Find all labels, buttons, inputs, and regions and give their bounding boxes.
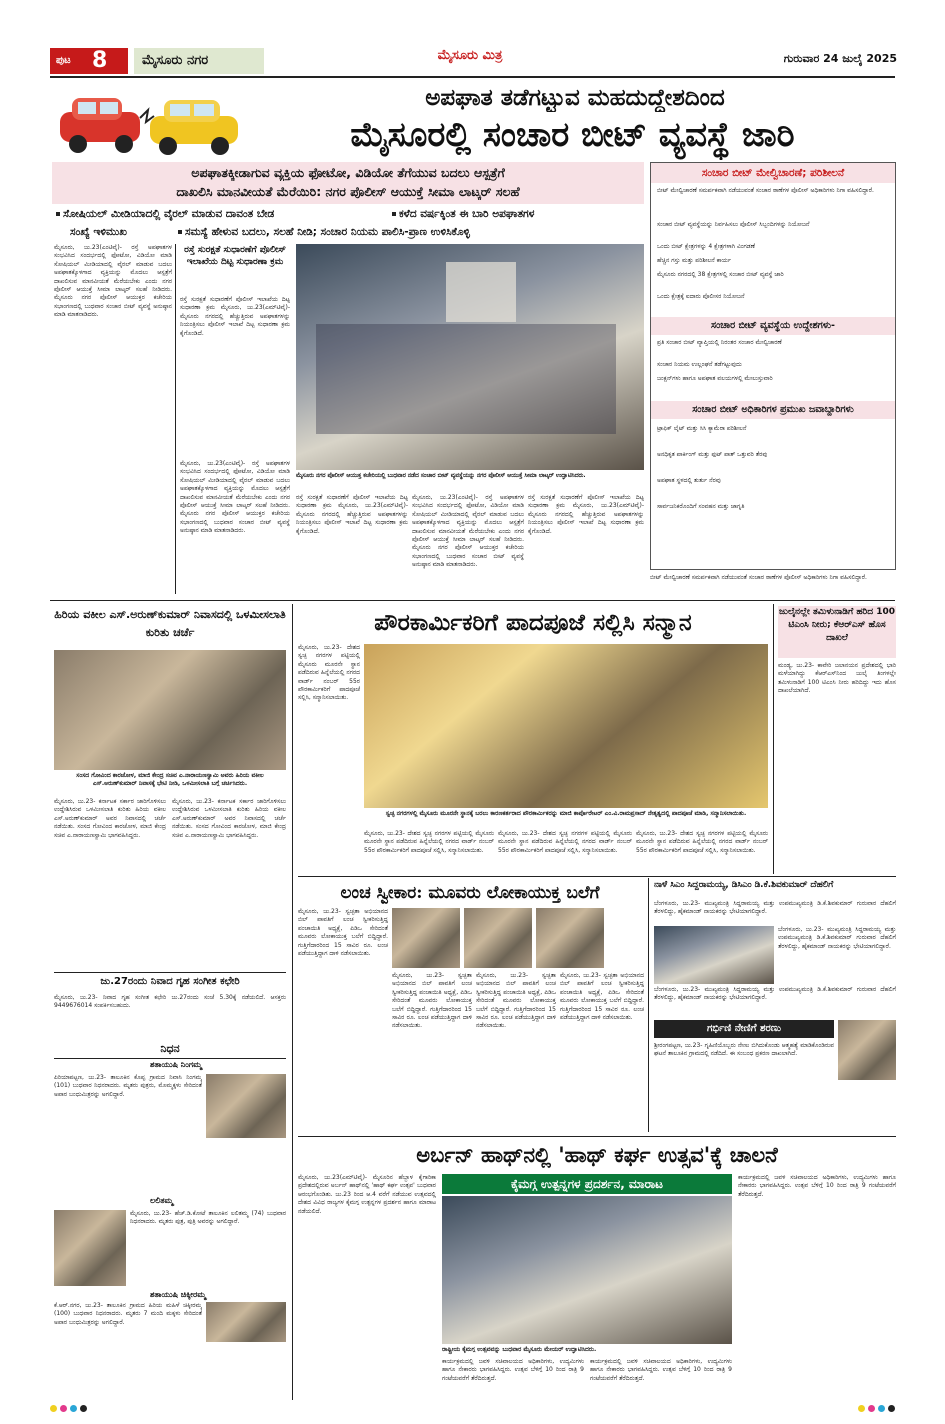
music-headline: ಜು.27ರಂದು ನಿವಾದ ಗೃಹ ಸಂಗೀತ ಕಛೇರಿ bbox=[100, 976, 240, 987]
lead-photo-caption: ಮೈಸೂರು ನಗರ ಪೊಲೀಸ್ ಆಯುಕ್ತ ಕಚೇರಿಯಲ್ಲಿ ಬುಧವಾರ ನಡೆದ ಸಂಚಾರ ಬೀಟ್ ವ್ಯವಸ್ಥೆಯನ್ನು ನಗರ ಪೊಲೀಸ್ ಆಯುಕ್ತೆ ಸೀಮಾ ಲಾಟ್ಕರ್ ಉದ್ಘಾಟಿಸಿದರು. bbox=[296, 473, 586, 479]
beat-duty: ಟ್ರಾಫಿಕ್ ಲೈಟ್ ಮತ್ತು ಸಿಸಿ ಕ್ಯಾಮೆರಾ ಪರಿಶೀಲನೆ bbox=[657, 425, 747, 432]
banner-in-photo bbox=[446, 262, 516, 322]
obit-photo bbox=[54, 1210, 126, 1286]
beat-objective: ಜಂಕ್ಷನ್‌ಗಳು ಹಾಗೂ ಅಪಘಾತ ವಲಯಗಳಲ್ಲಿ ಮೇಲುಸ್ತುವಾರಿ bbox=[657, 375, 773, 382]
poura-headline: ಪೌರಕಾರ್ಮಿಕರಿಗೆ ಪಾದಪೂಜೆ ಸಲ್ಲಿಸಿ ಸನ್ಮಾನ bbox=[374, 609, 692, 636]
beat-item: ಒಂದು ಕ್ಷೇತ್ರಕ್ಕೆ ಐದಾರು ಪೊಲೀಸರ ನಿಯೋಜನೆ bbox=[657, 293, 745, 300]
haat-body-col1: ಮೈಸೂರು, ಜು.23(ಎಮ್‌ಟಿವೈ)- ಮೈಸೂರಿನ ಹೆಬ್ಬಾಳ ಕೈಗಾರಿಕಾ ಪ್ರದೇಶದಲ್ಲಿರುವ ಅರ್ಬನ್ ಹಾಥ್‌ನಲ್ಲಿ 'ಹಾಥ್ ಕರ್ಘ ಉತ್ಸವ' ಬುಧವಾರ ಆರಂಭಗೊಂಡಿತು. ಜು.23 ರಿಂದ ಆ.4 ವರೆಗೆ ನಡೆಯುವ ಉತ್ಸವದಲ್ಲಿ ದೇಶದ ವಿವಿಧ ರಾಜ್ಯಗಳ ಕೈಮಗ್ಗ ಉತ್ಪನ್ನಗಳ ಪ್ರದರ್ಶನ ಹಾಗೂ ಮಾರಾಟ ನಡೆಯಲಿದೆ. bbox=[298, 1174, 436, 1215]
registration-dot bbox=[80, 1405, 87, 1412]
accused-photo bbox=[464, 908, 532, 968]
arun-headline: ಹಿರಿಯ ವಕೀಲ ಎಸ್.ಅರುಣ್‌ಕುಮಾರ್ ನಿವಾಸದಲ್ಲಿ ಒಳಮೀಸಲಾತಿ ಕುರಿತು ಚರ್ಚೆ bbox=[54, 608, 286, 639]
cm-photo bbox=[654, 926, 774, 984]
jala-body: ಮಂಡ್ಯ, ಜು.23- ಕಾವೇರಿ ಜಲಾನಯನ ಪ್ರದೇಶದಲ್ಲಿ ಭಾರಿ ಮಳೆಯಾಗಿದ್ದು ಕೆಆರ್‌ಎಸ್‌ನಿಂದ ಜುಲೈ ತಿಂಗಳಲ್ಲೇ ತಮಿಳುನಾಡಿಗೆ 100 ಟಿಎಂಸಿ ನೀರು ಹರಿದಿದ್ದು ಇದು ಹೊಸ ದಾಖಲೆಯಾಗಿದೆ. bbox=[778, 662, 896, 695]
beat-duties-title: ಸಂಚಾರ ಬೀಟ್ ಅಧಿಕಾರಿಗಳ ಪ್ರಮುಖ ಜವಾಬ್ದಾರಿಗಳು bbox=[651, 401, 895, 419]
bullet-icon bbox=[56, 212, 60, 216]
lead-bullet-1-text: ಸೋಷಿಯಲ್ ಮೀಡಿಯಾದಲ್ಲಿ ವೈರಲ್ ಮಾಡುವ ದಾವಂತ ಬೇಡ bbox=[63, 208, 275, 220]
beat-duty: ಸಾರ್ವಜನಿಕರೊಂದಿಗೆ ಸಂವಹನ ಮತ್ತು ಜಾಗೃತಿ bbox=[657, 503, 745, 510]
lead-bullet-2-text: ಕಳೆದ ವರ್ಷಕ್ಕಿಂತ ಈ ಬಾರಿ ಅಪಘಾತಗಳ bbox=[399, 208, 535, 220]
obit-title: ನಿಧನ bbox=[160, 1042, 180, 1055]
arun-photo bbox=[54, 650, 286, 770]
people-in-photo bbox=[316, 324, 616, 434]
column-divider bbox=[773, 604, 774, 874]
lead-body-col3: ರಸ್ತೆ ಸುರಕ್ಷತೆ ಸುಧಾರಣೆಗೆ ಪೊಲೀಸ್ ಇಲಾಖೆಯ ದಿಟ್ಟ ಸುಧಾರಣಾ ಕ್ರಮ ಮೈಸೂರು, ಜು.23(ಎಮ್‌ಟಿವೈ)- ಮೈಸೂರು ನಗರದಲ್ಲಿ ಹೆಚ್ಚುತ್ತಿರುವ ಅಪಘಾತಗಳನ್ನು ನಿಯಂತ್ರಿಸಲು ಪೊಲೀಸ್ ಇಲಾಖೆ ದಿಟ್ಟ ಸುಧಾರಣಾ ಕ್ರಮ ಕೈಗೊಂಡಿದೆ. bbox=[296, 494, 408, 535]
cm-body: ಬೆಂಗಳೂರು, ಜು.23- ಮುಖ್ಯಮಂತ್ರಿ ಸಿದ್ದರಾಮಯ್ಯ ಮತ್ತು ಉಪಮುಖ್ಯಮಂತ್ರಿ ಡಿ.ಕೆ.ಶಿವಕುಮಾರ್ ಗುರುವಾರ ದೆಹಲಿಗೆ ತೆರಳಲಿದ್ದು, ಹೈಕಮಾಂಡ್ ನಾಯಕರನ್ನು ಭೇಟಿಯಾಗಲಿದ್ದಾರೆ. bbox=[654, 900, 896, 916]
masthead-rule bbox=[50, 76, 895, 78]
lead-bullet-3: ಸಂಖ್ಯೆ ಇಳಿಮುಖ bbox=[70, 226, 127, 238]
lead-box-title: ರಸ್ತೆ ಸುರಕ್ಷತೆ ಸುಧಾರಣೆಗೆ ಪೊಲೀಸ್ ಇಲಾಖೆಯ ದಿಟ್ಟ ಸುಧಾರಣಾ ಕ್ರಮ bbox=[184, 245, 286, 267]
bullet-icon bbox=[178, 230, 182, 234]
lokayukta-headline: ಲಂಚ ಸ್ವೀಕಾರ: ಮೂವರು ಲೋಕಾಯುಕ್ತ ಬಲೆಗೆ bbox=[340, 883, 600, 903]
beat-item: ಹೆಚ್ಚಿನ ಗಸ್ತು ಮತ್ತು ಪರಿಶೀಲನೆ ಕಾರ್ಯ bbox=[657, 257, 731, 264]
cars-illustration bbox=[52, 82, 247, 162]
lead-photo bbox=[296, 244, 644, 470]
beat-objective: ಪ್ರತಿ ಸಂಚಾರ ಬೀಟ್ ವ್ಯಾಪ್ತಿಯಲ್ಲಿ ನಿರಂತರ ಸಂಚಾರ ಮೇಲ್ವಿಚಾರಣೆ bbox=[657, 339, 782, 346]
poura-body-col: ಮೈಸೂರು, ಜು.23- ದೇಶದ ಸ್ವಚ್ಛ ನಗರಗಳ ಪಟ್ಟಿಯಲ್ಲಿ ಮೈಸೂರು ಮೂರನೇ ಸ್ಥಾನ ಪಡೆದಿರುವ ಹಿನ್ನೆಲೆಯಲ್ಲಿ ನಗರದ ವಾರ್ಡ್ ನಂಬರ್ 55ರ ಪೌರಕಾರ್ಮಿಕರಿಗೆ ಪಾದಪೂಜೆ ಸಲ್ಲಿಸಿ, ಸನ್ಮಾನಿಸಲಾಯಿತು. bbox=[636, 830, 768, 854]
haat-body-col: ಕಾರ್ಯಕ್ರಮದಲ್ಲಿ ಜವಳಿ ಸಚಿವಾಲಯದ ಅಧಿಕಾರಿಗಳು, ಉದ್ಯಮಿಗಳು ಹಾಗೂ ನೇಕಾರರು ಭಾಗವಹಿಸಿದ್ದರು. ಉತ್ಸವ ಬೆಳಿಗ್ಗೆ 10 ರಿಂದ ರಾತ್ರಿ 9 ಗಂಟೆಯವರೆಗೆ ತೆರೆದಿರುತ್ತದೆ. bbox=[442, 1358, 584, 1382]
section-box bbox=[134, 48, 264, 74]
bullet-icon bbox=[392, 212, 396, 216]
registration-dot bbox=[888, 1405, 895, 1412]
arun-body-col2: ಮೈಸೂರು, ಜು.23- ಕರ್ನಾಟಕ ಸರ್ಕಾರ ಜಾರಿಗೊಳಿಸಲು ಉದ್ದೇಶಿಸಿರುವ ಒಳಮೀಸಲಾತಿ ಕುರಿತು ಹಿರಿಯ ವಕೀಲ ಎಸ್.ಅರುಣ್‌ಕುಮಾರ್ ಅವರ ನಿವಾಸದಲ್ಲಿ ಚರ್ಚೆ ನಡೆಯಿತು. ಸಂಸದ ಗೋವಿಂದ ಕಾರಜೋಳ, ಮಾಜಿ ಕೇಂದ್ರ ಸಚಿವ ಎ.ನಾರಾಯಣಸ್ವಾಮಿ ಭಾಗವಹಿಸಿದ್ದರು. bbox=[172, 798, 286, 839]
obit-text: ಪಿರಿಯಾಪಟ್ಟಣ, ಜು.23- ತಾಲೂಕಿನ ಕೊಪ್ಪ ಗ್ರಾಮದ ನಿವಾಸಿ ನಿಂಗಮ್ಮ (101) ಬುಧವಾರ ನಿಧನರಾದರು. ಮೃತರು ಪುತ್ರರು, ಮೊಮ್ಮಕ್ಕಳು ಸೇರಿದಂತೆ ಅಪಾರ ಬಂಧುಮಿತ್ರರನ್ನು ಅಗಲಿದ್ದಾರೆ. bbox=[54, 1074, 202, 1098]
haat-body-col3: ಕಾರ್ಯಕ್ರಮದಲ್ಲಿ ಜವಳಿ ಸಚಿವಾಲಯದ ಅಧಿಕಾರಿಗಳು, ಉದ್ಯಮಿಗಳು ಹಾಗೂ ನೇಕಾರರು ಭಾಗವಹಿಸಿದ್ದರು. ಉತ್ಸವ ಬೆಳಿಗ್ಗೆ 10 ರಿಂದ ರಾತ್ರಿ 9 ಗಂಟೆಯವರೆಗೆ ತೆರೆದಿರುತ್ತದೆ. bbox=[738, 1174, 896, 1198]
lead-subhead-box bbox=[52, 162, 644, 204]
beat-trailing-text: ಬೀಟ್ ಮೇಲ್ವಿಚಾರಣೆ ಸಮರ್ಪಕವಾಗಿ ನಡೆಯುವಂತೆ ಸಂಚಾರ ಠಾಣೆಗಳ ಪೊಲೀಸ್ ಅಧಿಕಾರಿಗಳು ನಿಗಾ ವಹಿಸಲಿದ್ದಾರೆ. bbox=[650, 574, 867, 581]
lead-body-col5: ರಸ್ತೆ ಸುರಕ್ಷತೆ ಸುಧಾರಣೆಗೆ ಪೊಲೀಸ್ ಇಲಾಖೆಯ ದಿಟ್ಟ ಸುಧಾರಣಾ ಕ್ರಮ ಮೈಸೂರು, ಜು.23(ಎಮ್‌ಟಿವೈ)- ಮೈಸೂರು ನಗರದಲ್ಲಿ ಹೆಚ್ಚುತ್ತಿರುವ ಅಪಘಾತಗಳನ್ನು ನಿಯಂತ್ರಿಸಲು ಪೊಲೀಸ್ ಇಲಾಖೆ ದಿಟ್ಟ ಸುಧಾರಣಾ ಕ್ರಮ ಕೈಗೊಂಡಿದೆ. bbox=[528, 494, 644, 535]
beat-item: ಮೈಸೂರು ನಗರದಲ್ಲಿ 38 ಕ್ಷೇತ್ರಗಳಲ್ಲಿ ಸಂಚಾರ ಬೀಟ್ ವ್ಯವಸ್ಥೆ ಜಾರಿ bbox=[657, 271, 784, 278]
haat-body-col: ಕಾರ್ಯಕ್ರಮದಲ್ಲಿ ಜವಳಿ ಸಚಿವಾಲಯದ ಅಧಿಕಾರಿಗಳು, ಉದ್ಯಮಿಗಳು ಹಾಗೂ ನೇಕಾರರು ಭಾಗವಹಿಸಿದ್ದರು. ಉತ್ಸವ ಬೆಳಿಗ್ಗೆ 10 ರಿಂದ ರಾತ್ರಿ 9 ಗಂಟೆಯವರೆಗೆ ತೆರೆದಿರುತ್ತದೆ. bbox=[590, 1358, 732, 1382]
lead-kicker: ಅಪಘಾತ ತಡೆಗಟ್ಟುವ ಮಹದುದ್ದೇಶದಿಂದ bbox=[425, 84, 725, 111]
lead-body-col1: ಮೈಸೂರು, ಜು.23(ಎಂಟಿವೈ)- ರಸ್ತೆ ಅಪಘಾತಗಳ ಸಂಭವಿಸಿದ ಸಂದರ್ಭದಲ್ಲಿ ಫೋಟೋ, ವಿಡಿಯೋ ಮಾಡಿ ಸೋಷಿಯಲ್ ಮೀಡಿಯಾದಲ್ಲಿ ವೈರಲ್ ಮಾಡುವ ಬದಲು ಅಪಘಾತಕ್ಕೊಳಗಾದ ವ್ಯಕ್ತಿಯನ್ನು ಮೊದಲು ಆಸ್ಪತ್ರೆಗೆ ದಾಖಲಿಸುವ ಮಾನವೀಯತೆ ಮೆರೆಯಬೇಕು ಎಂದು ನಗರ ಪೊಲೀಸ್ ಆಯುಕ್ತೆ ಸೀಮಾ ಲಾಟ್ಕರ್ ಸಲಹೆ ನೀಡಿದರು. ಮೈಸೂರು ನಗರ ಪೊಲೀಸ್ ಆಯುಕ್ತರ ಕಚೇರಿಯ ಸಭಾಂಗಣದಲ್ಲಿ ಬುಧವಾರ ಸಂಚಾರ ಬೀಟ್ ವ್ಯವಸ್ಥೆ ಅನುಷ್ಠಾನ ಮಾಡಿ ಮಾತನಾಡಿದರು. bbox=[54, 244, 172, 319]
lead-bullet-1 bbox=[56, 208, 386, 221]
lead-subhead-2: ದಾಖಲಿಸಿ ಮಾನವೀಯತೆ ಮೆರೆಯಿರಿ: ನಗರ ಪೊಲೀಸ್ ಆಯುಕ್ತೆ ಸೀಮಾ ಲಾಟ್ಕರ್ ಸಲಹೆ bbox=[176, 184, 520, 199]
column-divider bbox=[648, 878, 649, 1132]
beat-duty: ಅಪಘಾತ ಸ್ಥಳದಲ್ಲಿ ತುರ್ತು ನೆರವು bbox=[657, 477, 721, 484]
lead-headline: ಮೈಸೂರಲ್ಲಿ ಸಂಚಾರ ಬೀಟ್ ವ್ಯವಸ್ಥೆ ಜಾರಿ bbox=[350, 115, 795, 155]
registration-dot bbox=[70, 1405, 77, 1412]
beat-box-title: ಸಂಚಾರ ಬೀಟ್ ಮೇಲ್ವಿಚಾರಣೆ; ಪರಿಶೀಲನೆ bbox=[651, 163, 895, 183]
registration-dot bbox=[60, 1405, 67, 1412]
beat-box-intro: ಬೀಟ್ ಮೇಲ್ವಿಚಾರಣೆ ಸಮರ್ಪಕವಾಗಿ ನಡೆಯುವಂತೆ ಸಂಚಾರ ಠಾಣೆಗಳ ಪೊಲೀಸ್ ಅಧಿಕಾರಿಗಳು ನಿಗಾ ವಹಿಸಲಿದ್ದಾರೆ. bbox=[657, 187, 874, 194]
poura-body-col: ಮೈಸೂರು, ಜು.23- ದೇಶದ ಸ್ವಚ್ಛ ನಗರಗಳ ಪಟ್ಟಿಯಲ್ಲಿ ಮೈಸೂರು ಮೂರನೇ ಸ್ಥಾನ ಪಡೆದಿರುವ ಹಿನ್ನೆಲೆಯಲ್ಲಿ ನಗರದ ವಾರ್ಡ್ ನಂಬರ್ 55ರ ಪೌರಕಾರ್ಮಿಕರಿಗೆ ಪಾದಪೂಜೆ ಸಲ್ಲಿಸಿ, ಸನ್ಮಾನಿಸಲಾಯಿತು. bbox=[364, 830, 494, 854]
page-number-box bbox=[50, 48, 128, 74]
accused-photo bbox=[536, 908, 604, 968]
beat-objectives-title: ಸಂಚಾರ ಬೀಟ್ ವ್ಯವಸ್ಥೆಯ ಉದ್ದೇಶಗಳು- bbox=[651, 317, 895, 335]
poura-body-col: ಮೈಸೂರು, ಜು.23- ದೇಶದ ಸ್ವಚ್ಛ ನಗರಗಳ ಪಟ್ಟಿಯಲ್ಲಿ ಮೈಸೂರು ಮೂರನೇ ಸ್ಥಾನ ಪಡೆದಿರುವ ಹಿನ್ನೆಲೆಯಲ್ಲಿ ನಗರದ ವಾರ್ಡ್ ನಂಬರ್ 55ರ ಪೌರಕಾರ್ಮಿಕರಿಗೆ ಪಾದಪೂಜೆ ಸಲ್ಲಿಸಿ, ಸನ್ಮಾನಿಸಲಾಯಿತು. bbox=[498, 830, 632, 854]
lead-bullet-2 bbox=[392, 208, 644, 221]
lokayukta-body-col: ಮೈಸೂರು, ಜು.23- ಸ್ವಚ್ಛತಾ ಅಭಿಯಾನದ ಬಿಲ್ ಪಾವತಿಗೆ ಲಂಚ ಸ್ವೀಕರಿಸುತ್ತಿದ್ದ ಪಂಚಾಯಿತಿ ಅಧ್ಯಕ್ಷೆ, ಪಿಡಿಒ ಸೇರಿದಂತೆ ಮೂವರು ಲೋಕಾಯುಕ್ತ ಬಲೆಗೆ ಬಿದ್ದಿದ್ದಾರೆ. ಗುತ್ತಿಗೆದಾರರಿಂದ 15 ಸಾವಿರ ರೂ. ಲಂಚ ಪಡೆಯುತ್ತಿದ್ದಾಗ ದಾಳಿ ನಡೆಸಲಾಯಿತು. bbox=[560, 972, 644, 1022]
accused-photo bbox=[392, 908, 460, 968]
lead-box-body: ರಸ್ತೆ ಸುರಕ್ಷತೆ ಸುಧಾರಣೆಗೆ ಪೊಲೀಸ್ ಇಲಾಖೆಯ ದಿಟ್ಟ ಸುಧಾರಣಾ ಕ್ರಮ ಮೈಸೂರು, ಜು.23(ಎಮ್‌ಟಿವೈ)- ಮೈಸೂರು ನಗರದಲ್ಲಿ ಹೆಚ್ಚುತ್ತಿರುವ ಅಪಘಾತಗಳನ್ನು ನಿಯಂತ್ರಿಸಲು ಪೊಲೀಸ್ ಇಲಾಖೆ ದಿಟ್ಟ ಸುಧಾರಣಾ ಕ್ರಮ ಕೈಗೊಂಡಿದೆ. bbox=[180, 296, 290, 337]
haat-photo bbox=[442, 1196, 732, 1344]
section-name: ಮೈಸೂರು ನಗರ bbox=[142, 53, 209, 68]
obit-photo bbox=[206, 1074, 286, 1138]
obit-text: ಕೆ.ಆರ್.ನಗರ, ಜು.23- ತಾಲೂಕಿನ ಗ್ರಾಮದ ಹಿರಿಯ ಮಹಿಳೆ ಚಿಕ್ಕೀರಮ್ಮ (100) ಬುಧವಾರ ನಿಧನರಾದರು. ಮೃತರು 7 ಮಂದಿ ಮಕ್ಕಳು ಸೇರಿದಂತೆ ಅಪಾರ ಬಂಧುಮಿತ್ರರನ್ನು ಅಗಲಿದ್ದಾರೆ. bbox=[54, 1302, 202, 1326]
page-number: 8 bbox=[92, 48, 108, 73]
jala-headline: ಜುಲೈನಲ್ಲೇ ತಮಿಳುನಾಡಿಗೆ ಹರಿದ 100 ಟಿಎಂಸಿ ನೀರು; ಕೆಆರ್‌ಎಸ್ ಹೊಸ ದಾಖಲೆ bbox=[778, 606, 896, 658]
arun-caption: ಸಂಸದ ಗೋವಿಂದ ಕಾರಜೋಳ, ಮಾಜಿ ಕೇಂದ್ರ ಸಚಿವ ಎ.ನಾರಾಯಣಸ್ವಾಮಿ ಅವರು ಹಿರಿಯ ವಕೀಲ ಎಸ್.ಅರುಣ್‌ಕುಮಾರ್ ನಿವಾಸಕ್ಕೆ ಭೇಟಿ ನೀಡಿ, ಒಳಮೀಸಲಾತಿ ಬಗ್ಗೆ ಚರ್ಚಿಸಿದರು. bbox=[76, 772, 264, 788]
lokayukta-body: ಮೈಸೂರು, ಜು.23- ಸ್ವಚ್ಛತಾ ಅಭಿಯಾನದ ಬಿಲ್ ಪಾವತಿಗೆ ಲಂಚ ಸ್ವೀಕರಿಸುತ್ತಿದ್ದ ಪಂಚಾಯಿತಿ ಅಧ್ಯಕ್ಷೆ, ಪಿಡಿಒ ಸೇರಿದಂತೆ ಮೂವರು ಲೋಕಾಯುಕ್ತ ಬಲೆಗೆ ಬಿದ್ದಿದ್ದಾರೆ. ಗುತ್ತಿಗೆದಾರರಿಂದ 15 ಸಾವಿರ ರೂ. ಲಂಚ ಪಡೆಯುತ್ತಿದ್ದಾಗ ದಾಳಿ ನಡೆಸಲಾಯಿತು. bbox=[298, 908, 388, 958]
beat-duty: ಅನಧಿಕೃತ ಪಾರ್ಕಿಂಗ್ ಮತ್ತು ಫುಟ್ ಪಾತ್ ಒತ್ತುವರಿ ತೆರವು bbox=[657, 451, 768, 458]
beat-box bbox=[650, 162, 896, 570]
haat-headline: ಅರ್ಬನ್ ಹಾಥ್‌ನಲ್ಲಿ 'ಹಾಥ್ ಕರ್ಘ ಉತ್ಸವ'ಕ್ಕೆ ಚಾಲನೆ bbox=[416, 1142, 778, 1167]
obit-text: ಮೈಸೂರು, ಜು.23- ಹೆಚ್.ಡಿ.ಕೋಟೆ ತಾಲೂಕಿನ ಲಲಿತಮ್ಮ (74) ಬುಧವಾರ ನಿಧನರಾದರು. ಮೃತರು ಪುತ್ರ, ಪುತ್ರಿ ಅವರನ್ನು ಅಗಲಿದ್ದಾರೆ. bbox=[130, 1210, 286, 1226]
registration-dot bbox=[878, 1405, 885, 1412]
section-rule bbox=[50, 600, 895, 601]
print-registration-marks bbox=[50, 1404, 895, 1414]
haat-caption: ರಾಷ್ಟ್ರೀಯ ಕೈಮಗ್ಗ ಉತ್ಸವವನ್ನು ಬುಧವಾರ ಮೈಸೂರು ಮೇಯರ್ ಉದ್ಘಾಟಿಸಿದರು. bbox=[442, 1346, 597, 1353]
registration-dot bbox=[858, 1405, 865, 1412]
obit-photo bbox=[206, 1302, 286, 1342]
lead-subhead-1: ಅಪಘಾತಕ್ಕೀಡಾಗುವ ವ್ಯಕ್ತಿಯ ಫೋಟೋ, ವಿಡಿಯೋ ತೆಗೆಯುವ ಬದಲು ಆಸ್ಪತ್ರೆಗೆ bbox=[191, 165, 505, 180]
issue-date: ಗುರುವಾರ 24 ಜುಲೈ 2025 bbox=[783, 52, 897, 65]
poura-caption: ಸ್ವಚ್ಛ ನಗರಗಳಲ್ಲಿ ಮೈಸೂರು ಮೂರನೇ ಸ್ಥಾನಕ್ಕೆ ಬರಲು ಕಾರಣಕರ್ತರಾದ ಪೌರಕಾರ್ಮಿಕರನ್ನು ಮಾಜಿ ಕಾರ್ಪೊರೇಟರ್ ಎಂ.ವಿ.ರಾಮಪ್ರಸಾದ್ ನೇತೃತ್ವದಲ್ಲಿ ಪಾದಪೂಜೆ ಮಾಡಿ, ಸನ್ಮಾನಿಸಲಾಯಿತು. bbox=[385, 810, 747, 817]
beat-item: ಒಂದು ಬೀಟ್ ಕ್ಷೇತ್ರಗಳನ್ನು 4 ಕ್ಷೇತ್ರಗಳಾಗಿ ವಿಂಗಡಣೆ bbox=[657, 243, 755, 250]
haat-banner: ಕೈಮಗ್ಗ ಉತ್ಪನ್ನಗಳ ಪ್ರದರ್ಶನ, ಮಾರಾಟ bbox=[442, 1174, 732, 1194]
column-divider bbox=[175, 244, 176, 594]
cm-headline: ನಾಳೆ ಸಿಎಂ ಸಿದ್ದರಾಮಯ್ಯ, ಡಿಸಿಎಂ ಡಿ.ಕೆ.ಶಿವಕುಮಾರ್ ದೆಹಲಿಗೆ bbox=[654, 880, 834, 890]
cm-body-col: ಬೆಂಗಳೂರು, ಜು.23- ಮುಖ್ಯಮಂತ್ರಿ ಸಿದ್ದರಾಮಯ್ಯ ಮತ್ತು ಉಪಮುಖ್ಯಮಂತ್ರಿ ಡಿ.ಕೆ.ಶಿವಕುಮಾರ್ ಗುರುವಾರ ದೆಹಲಿಗೆ ತೆರಳಲಿದ್ದು, ಹೈಕಮಾಂಡ್ ನಾಯಕರನ್ನು ಭೇಟಿಯಾಗಲಿದ್ದಾರೆ. bbox=[654, 986, 896, 1002]
lead-body-col2: ಮೈಸೂರು, ಜು.23(ಎಂಟಿವೈ)- ರಸ್ತೆ ಅಪಘಾತಗಳ ಸಂಭವಿಸಿದ ಸಂದರ್ಭದಲ್ಲಿ ಫೋಟೋ, ವಿಡಿಯೋ ಮಾಡಿ ಸೋಷಿಯಲ್ ಮೀಡಿಯಾದಲ್ಲಿ ವೈರಲ್ ಮಾಡುವ ಬದಲು ಅಪಘಾತಕ್ಕೊಳಗಾದ ವ್ಯಕ್ತಿಯನ್ನು ಮೊದಲು ಆಸ್ಪತ್ರೆಗೆ ದಾಖಲಿಸುವ ಮಾನವೀಯತೆ ಮೆರೆಯಬೇಕು ಎಂದು ನಗರ ಪೊಲೀಸ್ ಆಯುಕ್ತೆ ಸೀಮಾ ಲಾಟ್ಕರ್ ಸಲಹೆ ನೀಡಿದರು. ಮೈಸೂರು ನಗರ ಪೊಲೀಸ್ ಆಯುಕ್ತರ ಕಚೇರಿಯ ಸಭಾಂಗಣದಲ್ಲಿ ಬುಧವಾರ ಸಂಚಾರ ಬೀಟ್ ವ್ಯವಸ್ಥೆ ಅನುಷ್ಠಾನ ಮಾಡಿ ಮಾತನಾಡಿದರು. bbox=[180, 460, 290, 535]
poura-body: ಮೈಸೂರು, ಜು.23- ದೇಶದ ಸ್ವಚ್ಛ ನಗರಗಳ ಪಟ್ಟಿಯಲ್ಲಿ ಮೈಸೂರು ಮೂರನೇ ಸ್ಥಾನ ಪಡೆದಿರುವ ಹಿನ್ನೆಲೆಯಲ್ಲಿ ನಗರದ ವಾರ್ಡ್ ನಂಬರ್ 55ರ ಪೌರಕಾರ್ಮಿಕರಿಗೆ ಪಾದಪೂಜೆ ಸಲ್ಲಿಸಿ, ಸನ್ಮಾನಿಸಲಾಯಿತು. bbox=[298, 644, 360, 702]
obit-name: ಶತಾಯುಷಿ ನಿಂಗಮ್ಮ bbox=[150, 1060, 202, 1069]
column-divider bbox=[292, 604, 293, 1400]
obit-name: ಲಲಿತಮ್ಮ bbox=[150, 1196, 174, 1205]
rule bbox=[54, 1058, 286, 1059]
section-rule bbox=[298, 1136, 896, 1137]
registration-dot bbox=[50, 1405, 57, 1412]
lead-bullet-4-text: ಸಮಸ್ಯೆ ಹೇಳುವ ಬದಲು, ಸಲಹೆ ನೀಡಿ; ಸಂಚಾರ ನಿಯಮ ಪಾಲಿಸಿ-ಪ್ರಾಣ ಉಳಿಸಿಕೊಳ್ಳಿ bbox=[185, 226, 470, 238]
rule bbox=[54, 972, 286, 973]
registration-dot bbox=[868, 1405, 875, 1412]
poura-photo bbox=[364, 644, 768, 808]
page-label: ಪುಟ bbox=[56, 55, 71, 66]
obit-name: ಶತಾಯುಷಿ ಚಿಕ್ಕೀರಮ್ಮ bbox=[150, 1290, 206, 1299]
beat-item: ಸಂಚಾರ ಬೀಟ್ ವ್ಯವಸ್ಥೆಯನ್ನು ನಿರ್ವಹಿಸಲು ಪೊಲೀಸ್ ಸಿಬ್ಬಂದಿಗಳನ್ನು ನಿಯೋಜನೆ bbox=[657, 221, 810, 228]
section-rule bbox=[298, 876, 896, 877]
paper-name: ಮೈಸೂರು ಮಿತ್ರ bbox=[437, 48, 503, 63]
lokayukta-body-col: ಮೈಸೂರು, ಜು.23- ಸ್ವಚ್ಛತಾ ಅಭಿಯಾನದ ಬಿಲ್ ಪಾವತಿಗೆ ಲಂಚ ಸ್ವೀಕರಿಸುತ್ತಿದ್ದ ಪಂಚಾಯಿತಿ ಅಧ್ಯಕ್ಷೆ, ಪಿಡಿಒ ಸೇರಿದಂತೆ ಮೂವರು ಲೋಕಾಯುಕ್ತ ಬಲೆಗೆ ಬಿದ್ದಿದ್ದಾರೆ. ಗುತ್ತಿಗೆದಾರರಿಂದ 15 ಸಾವಿರ ರೂ. ಲಂಚ ಪಡೆಯುತ್ತಿದ್ದಾಗ ದಾಳಿ ನಡೆಸಲಾಯಿತು. bbox=[476, 972, 556, 1030]
garbhini-headline: ಗರ್ಭಿಣಿ ನೇಣಿಗೆ ಶರಣು bbox=[654, 1020, 834, 1038]
garbhini-body: ಶ್ರೀರಂಗಪಟ್ಟಣ, ಜು.23- ಗೃಹಿಣಿಯೊಬ್ಬರು ನೇಣು ಬಿಗಿದುಕೊಂಡು ಆತ್ಮಹತ್ಯೆ ಮಾಡಿಕೊಂಡಿರುವ ಘಟನೆ ತಾಲೂಕಿನ ಗ್ರಾಮದಲ್ಲಿ ನಡೆದಿದೆ. ಈ ಸಂಬಂಧ ಪ್ರಕರಣ ದಾಖಲಾಗಿದೆ. bbox=[654, 1042, 834, 1058]
lead-bullet-4 bbox=[178, 226, 644, 239]
cm-body-col: ಬೆಂಗಳೂರು, ಜು.23- ಮುಖ್ಯಮಂತ್ರಿ ಸಿದ್ದರಾಮಯ್ಯ ಮತ್ತು ಉಪಮುಖ್ಯಮಂತ್ರಿ ಡಿ.ಕೆ.ಶಿವಕುಮಾರ್ ಗುರುವಾರ ದೆಹಲಿಗೆ ತೆರಳಲಿದ್ದು, ಹೈಕಮಾಂಡ್ ನಾಯಕರನ್ನು ಭೇಟಿಯಾಗಲಿದ್ದಾರೆ. bbox=[778, 926, 896, 950]
beat-objective: ಸಂಚಾರ ನಿಯಮ ಉಲ್ಲಂಘನೆ ತಡೆಗಟ್ಟುವುದು bbox=[657, 361, 742, 368]
lead-body-col4: ಮೈಸೂರು, ಜು.23(ಎಂಟಿವೈ)- ರಸ್ತೆ ಅಪಘಾತಗಳ ಸಂಭವಿಸಿದ ಸಂದರ್ಭದಲ್ಲಿ ಫೋಟೋ, ವಿಡಿಯೋ ಮಾಡಿ ಸೋಷಿಯಲ್ ಮೀಡಿಯಾದಲ್ಲಿ ವೈರಲ್ ಮಾಡುವ ಬದಲು ಅಪಘಾತಕ್ಕೊಳಗಾದ ವ್ಯಕ್ತಿಯನ್ನು ಮೊದಲು ಆಸ್ಪತ್ರೆಗೆ ದಾಖಲಿಸುವ ಮಾನವೀಯತೆ ಮೆರೆಯಬೇಕು ಎಂದು ನಗರ ಪೊಲೀಸ್ ಆಯುಕ್ತೆ ಸೀಮಾ ಲಾಟ್ಕರ್ ಸಲಹೆ ನೀಡಿದರು. ಮೈಸೂರು ನಗರ ಪೊಲೀಸ್ ಆಯುಕ್ತರ ಕಚೇರಿಯ ಸಭಾಂಗಣದಲ್ಲಿ ಬುಧವಾರ ಸಂಚಾರ ಬೀಟ್ ವ್ಯವಸ್ಥೆ ಅನುಷ್ಠಾನ ಮಾಡಿ ಮಾತನಾಡಿದರು. bbox=[412, 494, 524, 569]
arun-body-col1: ಮೈಸೂರು, ಜು.23- ಕರ್ನಾಟಕ ಸರ್ಕಾರ ಜಾರಿಗೊಳಿಸಲು ಉದ್ದೇಶಿಸಿರುವ ಒಳಮೀಸಲಾತಿ ಕುರಿತು ಹಿರಿಯ ವಕೀಲ ಎಸ್.ಅರುಣ್‌ಕುಮಾರ್ ಅವರ ನಿವಾಸದಲ್ಲಿ ಚರ್ಚೆ ನಡೆಯಿತು. ಸಂಸದ ಗೋವಿಂದ ಕಾರಜೋಳ, ಮಾಜಿ ಕೇಂದ್ರ ಸಚಿವ ಎ.ನಾರಾಯಣಸ್ವಾಮಿ ಭಾಗವಹಿಸಿದ್ದರು. bbox=[54, 798, 166, 839]
music-body: ಮೈಸೂರು, ಜು.23- ನಿವಾದ ಗೃಹ ಸಂಗೀತ ಕಛೇರಿ ಜು.27ರಂದು ಸಂಜೆ 5.30ಕ್ಕೆ ನಡೆಯಲಿದೆ. ಆಸಕ್ತರು 9449676014 ಸಂಪರ್ಕಿಸಬಹುದು. bbox=[54, 994, 286, 1010]
lokayukta-body-col: ಮೈಸೂರು, ಜು.23- ಸ್ವಚ್ಛತಾ ಅಭಿಯಾನದ ಬಿಲ್ ಪಾವತಿಗೆ ಲಂಚ ಸ್ವೀಕರಿಸುತ್ತಿದ್ದ ಪಂಚಾಯಿತಿ ಅಧ್ಯಕ್ಷೆ, ಪಿಡಿಒ ಸೇರಿದಂತೆ ಮೂವರು ಲೋಕಾಯುಕ್ತ ಬಲೆಗೆ ಬಿದ್ದಿದ್ದಾರೆ. ಗುತ್ತಿಗೆದಾರರಿಂದ 15 ಸಾವಿರ ರೂ. ಲಂಚ ಪಡೆಯುತ್ತಿದ್ದಾಗ ದಾಳಿ ನಡೆಸಲಾಯಿತು. bbox=[392, 972, 472, 1030]
garbhini-photo bbox=[838, 1020, 896, 1080]
